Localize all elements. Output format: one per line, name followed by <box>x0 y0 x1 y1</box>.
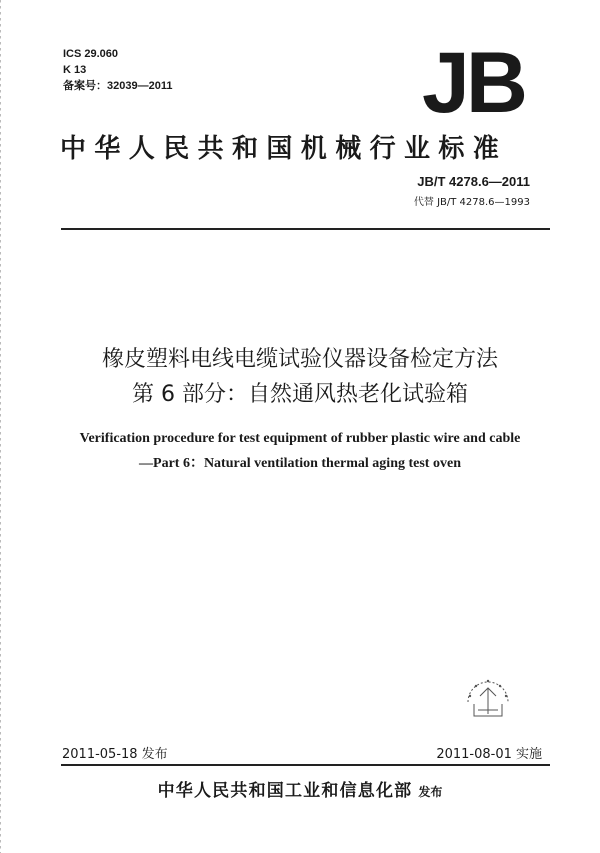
replaces-note: 代替 JB/T 4278.6—1993 <box>413 197 530 208</box>
publisher-seal-icon <box>458 666 518 722</box>
standard-category-title: 中华人民共和国机械行业标准 <box>60 134 508 164</box>
top-divider <box>61 228 550 230</box>
chinese-title-line-1: 橡皮塑料电线电缆试验仪器设备检定方法 <box>101 347 498 372</box>
bottom-divider <box>61 764 550 766</box>
publisher-line <box>0 776 600 801</box>
ics-code: ICS 29.060 <box>63 48 119 60</box>
chinese-title-line-2: 第 6 部分：自然通风热老化试验箱 <box>132 382 468 407</box>
english-title-line-2: —Part 6：Natural ventilation thermal aging test oven <box>139 456 461 471</box>
publisher-suffix: 发布 <box>418 785 443 799</box>
class-code: K 13 <box>63 64 87 76</box>
record-number: 备案号：32039—2011 <box>63 80 173 92</box>
publisher-name: 中华人民共和国工业和信息化部 <box>157 781 413 801</box>
jb-logo-text: JB <box>422 44 524 118</box>
issue-date: 2011-05-18 发布 <box>62 747 168 762</box>
jb-logo <box>418 44 528 118</box>
classification-block <box>63 46 172 94</box>
standard-code: JB/T 4278.6—2011 <box>417 174 530 189</box>
english-title-line-1: Verification procedure for test equipment of rubber plastic wire and cable <box>79 431 521 446</box>
scan-edge <box>0 0 1 853</box>
effective-date: 2011-08-01 实施 <box>436 747 542 762</box>
